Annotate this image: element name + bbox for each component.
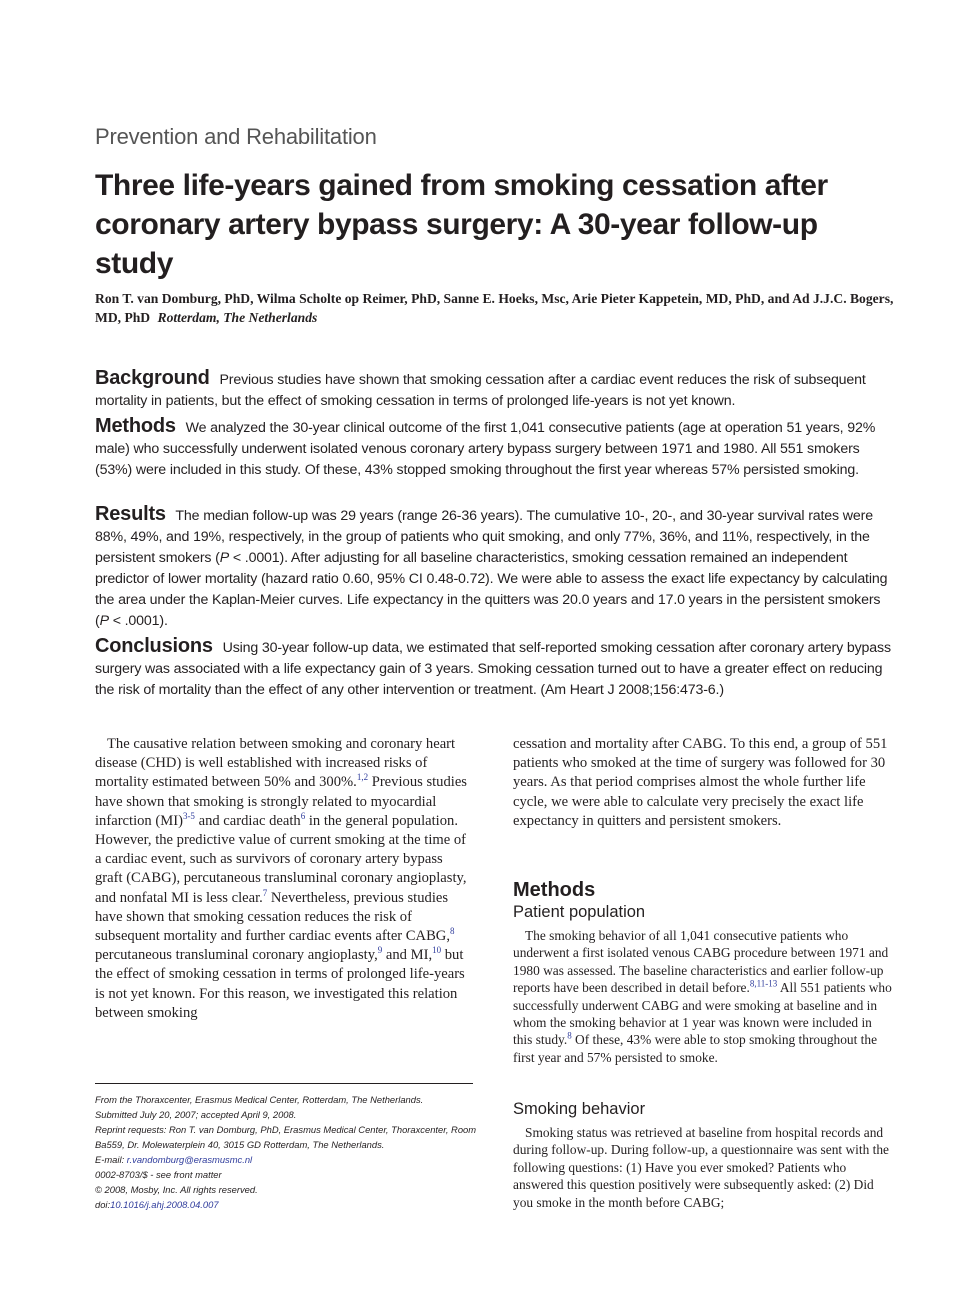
- citation-link[interactable]: 3-5: [182, 810, 195, 821]
- abstract-methods: [95, 416, 895, 481]
- abstract-background-heading: Background: [95, 367, 210, 389]
- email-label: E-mail:: [95, 1154, 127, 1165]
- footnote-submitted: Submitted July 20, 2007; accepted April 9, 2008.: [95, 1109, 297, 1120]
- citation-link[interactable]: 6: [300, 810, 306, 821]
- patient-population-text: [513, 927, 893, 1066]
- abstract-conclusions-text: Using 30-year follow-up data, we estimated that self-reported smoking cessation after coronary artery bypass surgery was associated with a life expectancy gain of 3 years. Smoking cessation turned out to have a greater effect on reducing the risk of mortality than the effect of any other intervention or treatment. (Am Heart J 2008;156:473-6.): [95, 640, 891, 698]
- citation-link[interactable]: 9: [377, 945, 383, 956]
- body-text: in the general population. However, the predictive value of current smoking at the time of a cardiac event, such as survivors of coronary artery bypass graft (CABG), percutaneous transluminal coronary angioplasty, and nonfatal MI is less clear.: [95, 812, 467, 906]
- citation-link[interactable]: 8: [567, 1030, 572, 1041]
- abstract-conclusions-heading: Conclusions: [95, 635, 213, 657]
- body-text: and MI,: [382, 947, 433, 964]
- author-list: [95, 289, 900, 327]
- footnote-copyright: © 2008, Mosby, Inc. All rights reserved.: [95, 1184, 258, 1195]
- intro-paragraph-continued: cessation and mortality after CABG. To this end, a group of 551 patients who smoked at the time of surgery was followed for 30 years. As that period comprises almost the whole further life cycle, we were able to calculate very precisely the exact life expectancy in quitters and persistent smokers.: [513, 736, 888, 829]
- body-text: The smoking behavior of all 1,041 consecutive patients who underwent a first isolated venous CABG procedure between 1971 and 1980 was assessed. The baseline characteristics and earlier follow-up reports have been described in detail before.: [513, 928, 889, 996]
- footnote-email: [95, 1152, 480, 1167]
- p-value-symbol: P: [219, 550, 230, 566]
- doi-label: doi:: [95, 1199, 111, 1210]
- abstract-methods-text: We analyzed the 30-year clinical outcome of the first 1,041 consecutive patients (age at operation 51 years, 92% male) who successfully underwent isolated venous coronary artery bypass surgery between 1971 and 1980. All 551 smokers (53%) were included in this study. Of these, 43% stopped smoking throughout the first year whereas 57% persisted smoking.: [95, 420, 876, 478]
- body-text: and cardiac death: [194, 812, 301, 829]
- abstract-results-text: The median follow-up was 29 years (range 26-36 years). The cumulative 10-, 20-, and 30-year survival rates were 88%, 49%, and 19%, respectively, in the group of patients who quit smoking, and only 77%, 36%, and 11%, respectively, in the persistent smokers (: [95, 508, 873, 566]
- body-text: Previous studies have shown that smoking is strongly related to myocardial infarction (MI): [95, 774, 467, 829]
- abstract-methods-heading: Methods: [95, 415, 176, 437]
- citation-link[interactable]: 1,2: [356, 772, 369, 783]
- abstract-results-text: < .0001). After adjusting for all baseline characteristics, smoking cessation remained an independent predictor of lower mortality (hazard ratio 0.60, 95% CI 0.48-0.72). We were able to assess the exact life expectancy by calculating the area under the Kaplan-Meier curves. Life expectancy in the quitters was 20.0 years and 17.0 years in the persistent smokers (: [95, 550, 888, 629]
- footnote-issn: 0002-8703/$ - see front matter: [95, 1169, 222, 1180]
- footnote-divider: [95, 1083, 473, 1084]
- footnote-doi: [95, 1197, 480, 1212]
- email-link[interactable]: r.vandomburg@erasmusmc.nl: [126, 1154, 253, 1165]
- body-text: percutaneous transluminal coronary angioplasty,: [95, 947, 378, 964]
- footnote-affiliation: From the Thoraxcenter, Erasmus Medical Center, Rotterdam, The Netherlands.: [95, 1094, 424, 1105]
- footnotes: [95, 1092, 480, 1212]
- intro-paragraph: [95, 735, 473, 1023]
- abstract-results-text: < .0001).: [108, 613, 168, 629]
- section-label: Prevention and Rehabilitation: [95, 124, 377, 149]
- footnote-reprint-address: Ba559, Dr. Molewaterplein 40, 3015 GD Rotterdam, The Netherlands.: [95, 1139, 385, 1150]
- article-title: Three life-years gained from smoking cessation after coronary artery bypass surgery: A 30-year follow-up study: [95, 169, 828, 280]
- abstract-background: [95, 368, 895, 412]
- smoking-behavior-heading: Smoking behavior: [513, 1100, 646, 1118]
- body-text: The causative relation between smoking and coronary heart disease (CHD) is well established with increased risks of mortality estimated between 50% and 300%.: [95, 736, 456, 791]
- author-location: Rotterdam, The Netherlands: [157, 310, 318, 325]
- citation-link[interactable]: 8: [450, 926, 455, 937]
- body-text: All 551 patients who successfully underwent CABG and were smoking at baseline and in whom the smoking behavior at 1 year was known were included in this study.: [513, 980, 892, 1048]
- body-text: Of these, 43% were able to stop smoking throughout the first year and 57% persisted to smoke.: [513, 1032, 878, 1065]
- abstract-conclusions: [95, 636, 895, 701]
- p-value-symbol: P: [99, 613, 109, 629]
- abstract-background-text: Previous studies have shown that smoking cessation after a cardiac event reduces the risk of subsequent mortality in patients, but the effect of smoking cessation in terms of prolonged life-years is not yet known.: [95, 372, 866, 409]
- patient-population-heading: Patient population: [513, 903, 646, 921]
- abstract-results-heading: Results: [95, 503, 166, 525]
- authors: Ron T. van Domburg, PhD, Wilma Scholte op Reimer, PhD, Sanne E. Hoeks, Msc, Arie Pieter Kappetein, MD, PhD, and Ad J.J.C. Bogers, MD, PhD: [95, 291, 894, 325]
- doi-link[interactable]: 10.1016/j.ahj.2008.04.007: [110, 1199, 219, 1210]
- methods-heading: Methods: [513, 879, 596, 901]
- body-text: Nevertheless, previous studies have shown that smoking cessation reduces the risk of subsequent mortality and further cardiac events after CABG,: [95, 889, 450, 945]
- smoking-behavior-text: Smoking status was retrieved at baseline from hospital records and during follow-up. During follow-up, a questionnaire was sent with the following questions: (1) Have you ever smoked? Patients who answered this question positively were subsequently asked: (2) Did you smoke in the month before CABG;: [513, 1125, 889, 1210]
- body-text: but the effect of smoking cessation in terms of prolonged life-years is not yet known. For this reason, we investigated this relation between smoking: [95, 947, 465, 1021]
- citation-link[interactable]: 7: [262, 887, 268, 898]
- citation-link[interactable]: 10: [432, 945, 442, 956]
- abstract-results: [95, 504, 895, 632]
- footnote-reprint: Reprint requests: Ron T. van Domburg, PhD, Erasmus Medical Center, Thoraxcenter, Room: [95, 1124, 477, 1135]
- citation-link[interactable]: 8,11-13: [749, 978, 778, 989]
